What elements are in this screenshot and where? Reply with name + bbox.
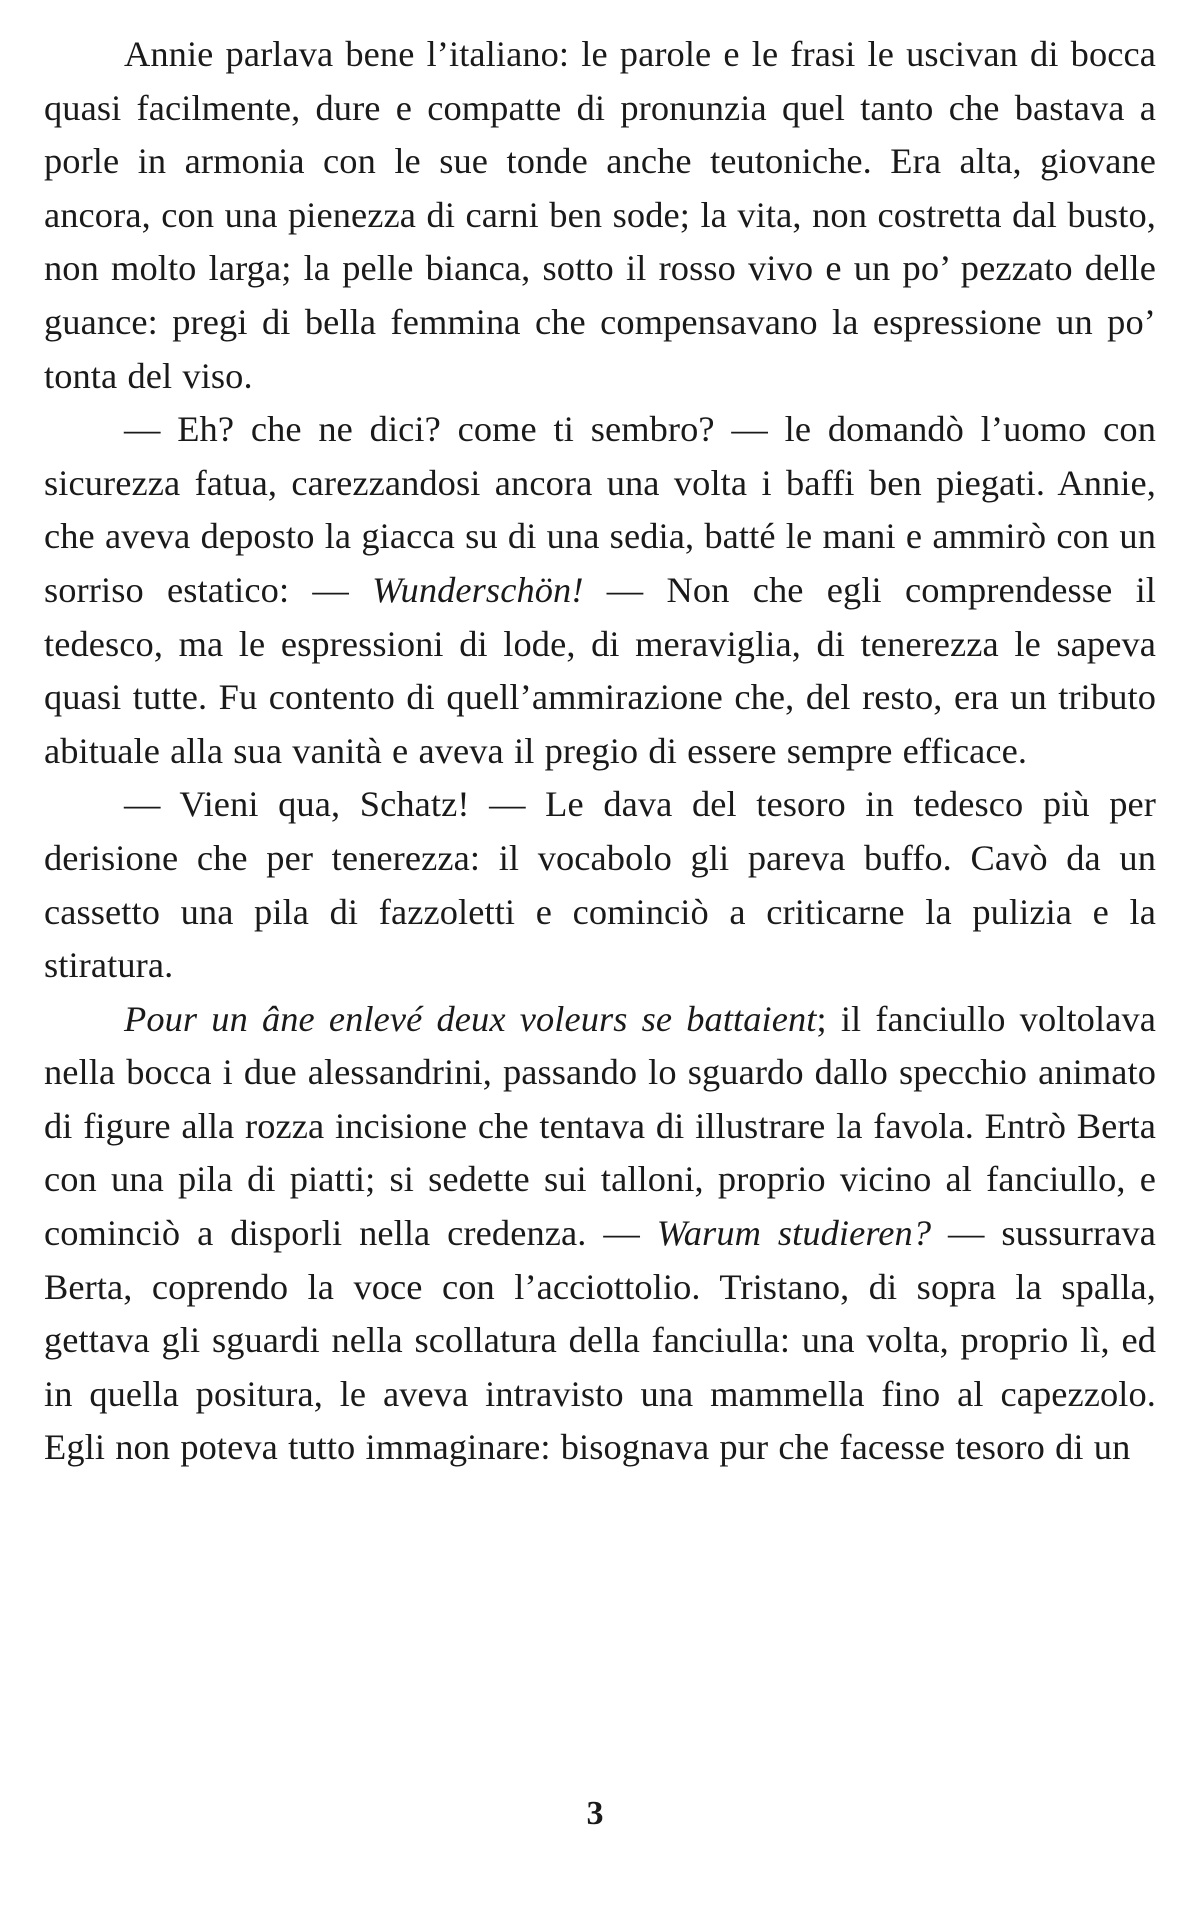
paragraph-3 [44, 778, 1156, 992]
paragraph-4-italic-fable: Pour un âne enlevé deux voleurs se battaient [124, 998, 817, 1039]
paragraph-4-italic-warum: Warum studieren? [656, 1213, 932, 1254]
paragraph-2 [44, 403, 1156, 778]
paragraph-2-text-a: — Eh? che ne dici? come ti sembro? — le domandò l’uomo con sicurezza fatua, carezzandosi ancora una volta i baffi ben piegati. Annie, che aveva deposto la giacca su di una sedia, batté le mani e ammirò con un sorriso estatico: — [44, 409, 1156, 610]
paragraph-1-text: Annie parlava bene l’italiano: le parole e le frasi le uscivan di bocca quasi facilmente, dure e compatte di pronunzia quel tanto che bastava a porle in armonia con le sue tonde anche teutoniche. Era alta, giovane ancora, con una pienezza di carni ben sode; la vita, non costretta dal busto, non molto larga; la pelle bianca, sotto il rosso vivo e un po’ pezzato delle guance: pregi di bella femmina che compensavano la espressione un po’ tonta del viso. [44, 34, 1156, 396]
paragraph-2-text-b: — Non che egli comprendesse il tedesco, ma le espressioni di lode, di meraviglia, di tenerezza le sapeva quasi tutte. Fu contento di quell’ammirazione che, del resto, era un tributo abituale alla sua vanità e aveva il pregio di essere sempre efficace. [44, 569, 1156, 771]
paragraph-1 [44, 28, 1156, 403]
paragraph-3-text: — Vieni qua, Schatz! — Le dava del tesoro in tedesco più per derisione che per tenerezza: il vocabolo gli pareva buffo. Cavò da un cassetto una pila di fazzoletti e cominciò a criticarne la pulizia e la stiratura. [44, 784, 1156, 986]
paragraph-4-text-a: ; il fanciullo voltolava nella bocca i due alessandrini, passando lo sguardo dallo specchio animato di figure alla rozza incisione che tentava di illustrare la favola. Entrò Berta con una pila di piatti; si sedette sui talloni, proprio vicino al fanciullo, e cominciò a disporli nella credenza. — [44, 998, 1156, 1254]
page-number: 3 [586, 1795, 604, 1832]
paragraph-4 [44, 993, 1156, 1475]
paragraph-4-text-b: — sussurrava Berta, coprendo la voce con l’acciottolio. Tristano, di sopra la spalla, gettava gli sguardi nella scollatura della fanciulla: una volta, proprio lì, ed in quella positura, le aveva intravisto una mammella fino al capezzolo. Egli non poteva tutto immaginare: bisognava pur che facesse tesoro di un [44, 1213, 1157, 1468]
page-body [44, 28, 1156, 1475]
paragraph-2-italic-wunderschon: Wunderschön! [372, 569, 584, 610]
